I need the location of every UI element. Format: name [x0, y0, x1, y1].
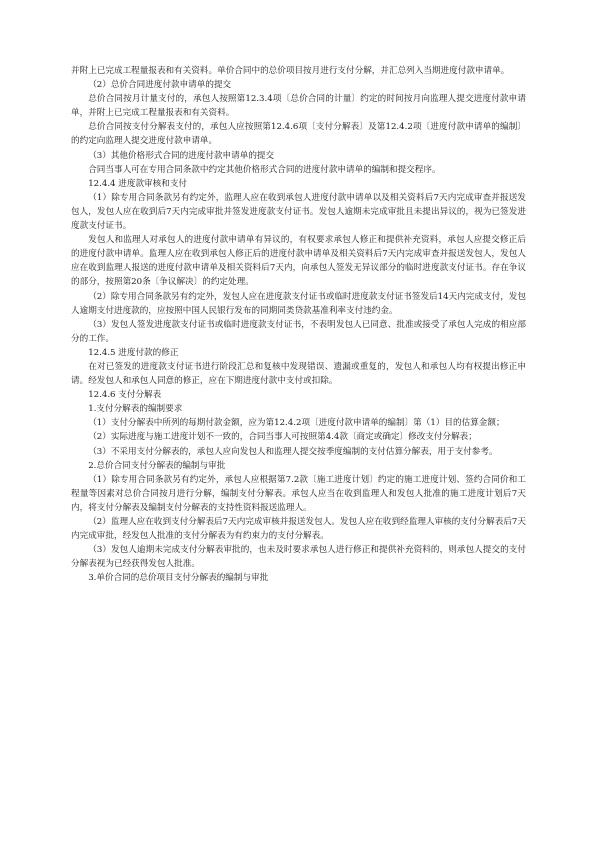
paragraph: 合同当事人可在专用合同条款中约定其他价格形式合同的进度付款申请单的编制和提交程序。	[88, 164, 441, 175]
paragraph: 发包人和监理人对承包人的进度付款申请单有异议的，有权要求承包人修正和提供补充资料，承包人应提交修正后的进度付款申请单。监理人应在收到承包人修正后的进度付款申请单及相关资料后7天内完成审查并报送发包人，发包人应在收到监理人报送的进度付款申请单及相关资料后7天内，向承包人签发无异议部分的临时进度款支付证书。存在争议的部分，按照第20条〔争议解决〕的约定处理。	[71, 235, 526, 288]
subsection-heading: （2）总价合同进度付款申请单的提交	[88, 80, 232, 91]
paragraph: （2）实际进度与施工进度计划不一致的，合同当事人可按照第4.4款〔商定或确定〕修改支付分解表；	[88, 432, 477, 443]
subsection-heading: 3.单价合同的总价项目支付分解表的编制与审批	[88, 573, 269, 584]
subsection-heading: （3）其他价格形式合同的进度付款申请单的提交	[88, 150, 275, 161]
section-heading: 12.4.4 进度款审核和支付	[88, 178, 188, 189]
subsection-heading: 2.总价合同支付分解表的编制与审批	[88, 460, 226, 471]
subsection-heading: 1.支付分解表的编制要求	[88, 404, 183, 415]
paragraph: （1）除专用合同条款另有约定外，承包人应根据第7.2款〔施工进度计划〕约定的施工进度计划、签约合同价和工程量等因素对总价合同按月进行分解，编制支付分解表。承包人应当在收到监理人和发包人批准的施工进度计划后7天内，将支付分解表及编制支付分解表的支持性资料报送监理人。	[71, 474, 526, 513]
paragraph: 并附上已完成工程量报表和有关资料。单价合同中的总价项目按月进行支付分解，并汇总列入当期进度付款申请单。	[71, 66, 510, 76]
paragraph: （2）监理人应在收到支付分解表后7天内完成审核并报送发包人。发包人应在收到经监理人审核的支付分解表后7天内完成审批，经发包人批准的支付分解表为有约束力的支付分解表。	[71, 517, 526, 542]
document-body	[71, 64, 526, 585]
paragraph: （2）除专用合同条款另有约定外，发包人应在进度款支付证书或临时进度款支付证书签发后14天内完成支付，发包人逾期支付进度款的，应按照中国人民银行发布的同期同类贷款基准利率支付违约金。	[71, 291, 526, 316]
section-heading: 12.4.5 进度付款的修正	[88, 347, 179, 358]
paragraph: （3）发包人逾期未完成支付分解表审批的，也未及时要求承包人进行修正和提供补充资料的，则承包人提交的支付分解表视为已经获得发包人批准。	[71, 545, 526, 570]
paragraph: 总价合同按支付分解表支付的，承包人应按照第12.4.6项〔支付分解表〕及第12.4.2项〔进度付款申请单的编制〕的约定向监理人提交进度付款申请单。	[71, 122, 526, 147]
paragraph: （3）不采用支付分解表的，承包人应向发包人和监理人提交按季度编制的支付估算分解表，用于支付参考。	[88, 446, 498, 457]
paragraph: 在对已签发的进度款支付证书进行阶段汇总和复核中发现错误、遗漏或重复的，发包人和承包人均有权提出修正申请。经发包人和承包人同意的修正，应在下期进度付款中支付或扣除。	[71, 361, 526, 387]
paragraph: （1）除专用合同条款另有约定外，监理人应在收到承包人进度付款申请单以及相关资料后7天内完成审查并报送发包人，发包人应在收到后7天内完成审批并签发进度款支付证书。发包人逾期未完成审批且未提出异议的，视为已签发进度款支付证书。	[71, 192, 526, 232]
paragraph: （3）发包人签发进度款支付证书或临时进度款支付证书，不表明发包人已同意、批准或接受了承包人完成的相应部分的工作。	[71, 319, 526, 344]
section-heading: 12.4.6 支付分解表	[88, 390, 162, 401]
paragraph: 总价合同按月计量支付的，承包人按照第12.3.4项〔总价合同的计量〕约定的时间按月向监理人提交进度付款申请单，并附上已完成工程量报表和有关资料。	[71, 94, 526, 119]
paragraph: （1）支付分解表中所列的每期付款金额，应为第12.4.2项〔进度付款申请单的编制〕第（1）目的估算金额；	[88, 418, 505, 429]
